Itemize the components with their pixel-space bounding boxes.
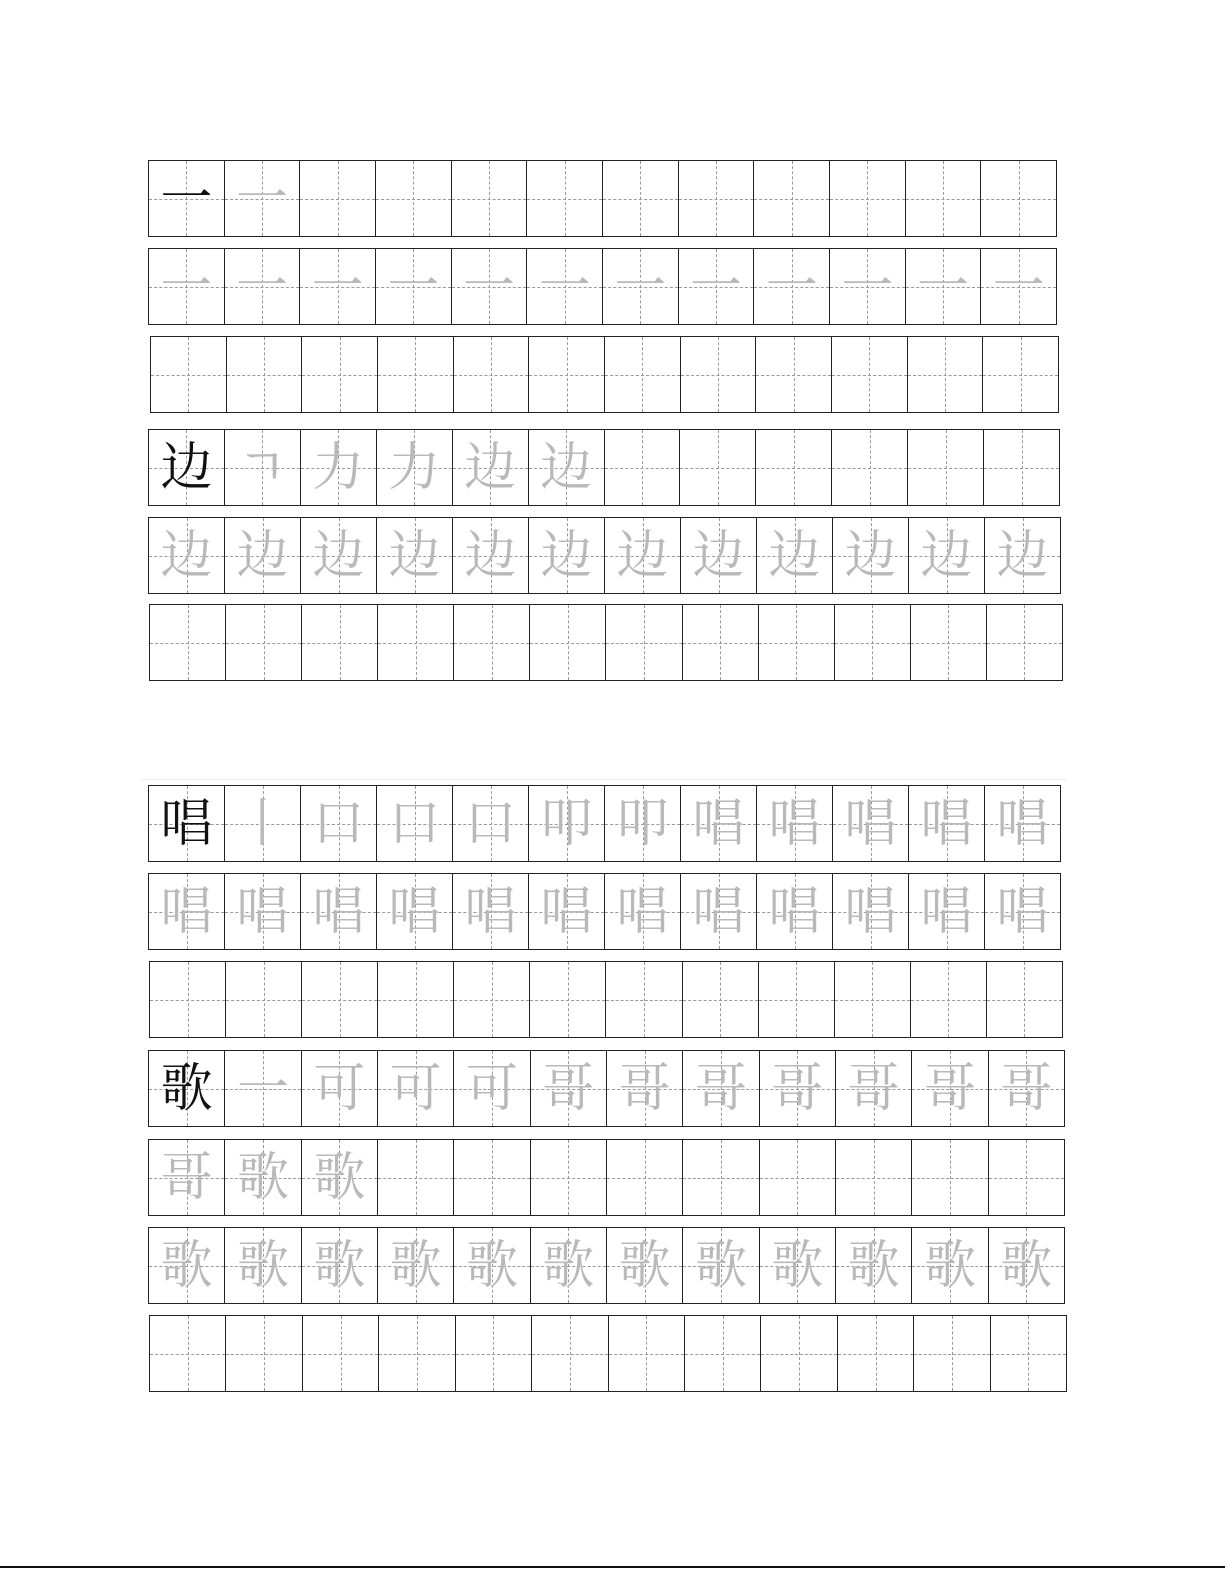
- practice-cell: [909, 874, 985, 949]
- practice-cell: [225, 786, 301, 861]
- practice-cell: [301, 518, 377, 593]
- practice-cell: [149, 874, 225, 949]
- trace-character: 边: [920, 525, 973, 586]
- practice-cell: [981, 249, 1056, 324]
- practice-cell: [454, 1228, 530, 1303]
- trace-character: 一: [841, 256, 894, 317]
- blank-practice-cell: [759, 605, 835, 680]
- trace-character: 唱: [464, 881, 517, 942]
- practice-cell: [757, 786, 833, 861]
- practice-cell: [985, 786, 1060, 861]
- trace-character: 哥: [618, 1058, 671, 1119]
- trace-character: 边: [996, 525, 1049, 586]
- trace-character: 边: [312, 525, 365, 586]
- trace-character: 可: [389, 1058, 442, 1119]
- practice-cell: [989, 1228, 1064, 1303]
- blank-practice-cell: [756, 430, 832, 505]
- practice-cell: [681, 874, 757, 949]
- trace-character: 唱: [920, 793, 973, 854]
- trace-character: 歌: [313, 1147, 366, 1208]
- trace-character: 一: [387, 256, 440, 317]
- blank-practice-cell: [981, 161, 1056, 236]
- blank-practice-cell: [683, 962, 759, 1037]
- blank-practice-cell: [150, 962, 226, 1037]
- trace-character: ㄱ: [237, 437, 288, 498]
- trace-character: 歌: [923, 1235, 976, 1296]
- practice-cell: [225, 249, 301, 324]
- blank-practice-cell: [984, 430, 1059, 505]
- practice-cell: [149, 1051, 225, 1126]
- trace-character: 唱: [616, 881, 669, 942]
- trace-character: 唱: [844, 881, 897, 942]
- trace-character: 边: [464, 437, 517, 498]
- practice-cell: [683, 1051, 759, 1126]
- blank-practice-cell: [454, 1140, 530, 1215]
- blank-practice-cell: [456, 1316, 532, 1391]
- blank-practice-cell: [911, 605, 987, 680]
- practice-row: [148, 1050, 1065, 1127]
- blank-practice-cell: [906, 161, 982, 236]
- trace-character: 唱: [160, 881, 213, 942]
- blank-practice-cell: [452, 161, 528, 236]
- blank-practice-cell: [226, 605, 302, 680]
- blank-practice-cell: [606, 962, 682, 1037]
- blank-practice-cell: [912, 1140, 988, 1215]
- practice-cell: [833, 518, 909, 593]
- practice-row: [148, 1227, 1065, 1304]
- practice-cell: [529, 786, 605, 861]
- trace-character: 一: [690, 256, 743, 317]
- blank-practice-cell: [302, 962, 378, 1037]
- trace-character: 唱: [236, 881, 289, 942]
- practice-row: [150, 336, 1059, 413]
- practice-cell: [836, 1228, 912, 1303]
- trace-character: 歌: [694, 1235, 747, 1296]
- practice-cell: [833, 786, 909, 861]
- practice-cell: [149, 430, 225, 505]
- practice-cell: [454, 1051, 530, 1126]
- blank-practice-cell: [756, 337, 832, 412]
- blank-practice-cell: [832, 430, 908, 505]
- trace-character: 歌: [389, 1235, 442, 1296]
- trace-character: 一: [765, 256, 818, 317]
- practice-cell: [836, 1051, 912, 1126]
- blank-practice-cell: [830, 161, 906, 236]
- trace-character: 歌: [618, 1235, 671, 1296]
- practice-cell: [909, 518, 985, 593]
- practice-row: [149, 604, 1063, 681]
- trace-character: 歌: [160, 1235, 213, 1296]
- practice-cell: [909, 786, 985, 861]
- trace-character: 一: [917, 256, 970, 317]
- blank-practice-cell: [987, 605, 1062, 680]
- practice-cell: [377, 518, 453, 593]
- blank-practice-cell: [303, 1316, 379, 1391]
- blank-practice-cell: [908, 430, 984, 505]
- trace-character: 边: [768, 525, 821, 586]
- blank-practice-cell: [531, 1140, 607, 1215]
- trace-character: 口: [388, 793, 441, 854]
- practice-cell: [225, 1140, 301, 1215]
- practice-cell: [527, 249, 603, 324]
- blank-practice-cell: [605, 430, 681, 505]
- blank-practice-cell: [607, 1140, 683, 1215]
- practice-cell: [149, 1228, 225, 1303]
- trace-character: 哥: [542, 1058, 595, 1119]
- blank-practice-cell: [908, 337, 984, 412]
- blank-practice-cell: [605, 337, 681, 412]
- blank-practice-cell: [681, 337, 757, 412]
- trace-character: 力: [388, 437, 441, 498]
- trace-character: 唱: [540, 881, 593, 942]
- practice-cell: [605, 786, 681, 861]
- practice-cell: [985, 518, 1060, 593]
- practice-cell: [531, 1051, 607, 1126]
- blank-practice-cell: [379, 1316, 455, 1391]
- blank-practice-cell: [454, 962, 530, 1037]
- blank-practice-cell: [680, 430, 756, 505]
- trace-character: 边: [464, 525, 517, 586]
- blank-practice-cell: [227, 337, 303, 412]
- blank-practice-cell: [760, 1140, 836, 1215]
- trace-character: 哥: [1000, 1058, 1053, 1119]
- blank-practice-cell: [527, 161, 603, 236]
- practice-cell: [453, 518, 529, 593]
- trace-character: 一: [236, 256, 289, 317]
- blank-practice-cell: [832, 337, 908, 412]
- practice-cell: [833, 874, 909, 949]
- blank-practice-cell: [378, 1140, 454, 1215]
- model-character: 一: [160, 168, 213, 229]
- practice-row: [148, 248, 1057, 325]
- practice-cell: [529, 430, 605, 505]
- practice-cell: [302, 1228, 378, 1303]
- blank-practice-cell: [987, 962, 1062, 1037]
- trace-character: 可: [465, 1058, 518, 1119]
- trace-character: 一: [236, 168, 289, 229]
- trace-character: 力: [312, 437, 365, 498]
- practice-cell: [225, 874, 301, 949]
- practice-cell: [378, 1228, 454, 1303]
- blank-practice-cell: [983, 337, 1058, 412]
- blank-practice-cell: [226, 962, 302, 1037]
- blank-practice-cell: [838, 1316, 914, 1391]
- practice-cell: [225, 1228, 301, 1303]
- practice-row: [148, 429, 1060, 506]
- trace-character: 歌: [1000, 1235, 1053, 1296]
- blank-practice-cell: [836, 1140, 912, 1215]
- practice-row: [149, 961, 1063, 1038]
- trace-character: 歌: [542, 1235, 595, 1296]
- blank-practice-cell: [378, 962, 454, 1037]
- practice-cell: [681, 518, 757, 593]
- practice-cell: [605, 518, 681, 593]
- trace-character: 丨: [236, 793, 289, 854]
- practice-cell: [225, 430, 301, 505]
- trace-character: 一: [614, 256, 667, 317]
- trace-character: 哥: [160, 1147, 213, 1208]
- trace-character: 哥: [694, 1058, 747, 1119]
- blank-practice-cell: [603, 161, 679, 236]
- trace-character: 唱: [920, 881, 973, 942]
- blank-practice-cell: [606, 605, 682, 680]
- trace-character: 唱: [692, 881, 745, 942]
- trace-character: 可: [313, 1058, 366, 1119]
- blank-practice-cell: [609, 1316, 685, 1391]
- trace-character: 边: [540, 437, 593, 498]
- blank-practice-cell: [532, 1316, 608, 1391]
- trace-character: 唱: [312, 881, 365, 942]
- blank-practice-cell: [911, 962, 987, 1037]
- blank-practice-cell: [761, 1316, 837, 1391]
- trace-character: 一: [236, 1058, 289, 1119]
- trace-character: 唱: [692, 793, 745, 854]
- blank-practice-cell: [683, 605, 759, 680]
- practice-row: [148, 517, 1061, 594]
- practice-cell: [989, 1051, 1064, 1126]
- trace-character: 哥: [771, 1058, 824, 1119]
- practice-cell: [760, 1051, 836, 1126]
- model-character: 边: [160, 437, 213, 498]
- practice-cell: [300, 249, 376, 324]
- trace-character: 唱: [996, 881, 1049, 942]
- blank-practice-cell: [754, 161, 830, 236]
- practice-row: [149, 1315, 1067, 1392]
- practice-cell: [376, 249, 452, 324]
- practice-cell: [302, 1140, 378, 1215]
- trace-character: 口: [464, 793, 517, 854]
- practice-cell: [453, 786, 529, 861]
- trace-character: 歌: [236, 1235, 289, 1296]
- practice-cell: [912, 1228, 988, 1303]
- practice-cell: [830, 249, 906, 324]
- blank-practice-cell: [226, 1316, 302, 1391]
- blank-practice-cell: [530, 605, 606, 680]
- practice-cell: [603, 249, 679, 324]
- practice-cell: [529, 518, 605, 593]
- practice-cell: [906, 249, 982, 324]
- model-character: 歌: [160, 1058, 213, 1119]
- trace-character: 唱: [768, 881, 821, 942]
- practice-cell: [149, 161, 225, 236]
- blank-practice-cell: [529, 337, 605, 412]
- trace-character: 哥: [847, 1058, 900, 1119]
- trace-character: 一: [463, 256, 516, 317]
- blank-practice-cell: [679, 161, 755, 236]
- practice-row: [148, 873, 1061, 950]
- trace-character: 叩: [616, 793, 669, 854]
- practice-cell: [683, 1228, 759, 1303]
- blank-practice-cell: [302, 337, 378, 412]
- blank-practice-cell: [530, 962, 606, 1037]
- trace-character: 边: [236, 525, 289, 586]
- trace-character: 一: [311, 256, 364, 317]
- trace-character: 叩: [540, 793, 593, 854]
- blank-practice-cell: [914, 1316, 990, 1391]
- practice-cell: [149, 1140, 225, 1215]
- blank-practice-cell: [150, 1316, 226, 1391]
- trace-character: 边: [160, 525, 213, 586]
- trace-character: 哥: [923, 1058, 976, 1119]
- practice-cell: [453, 874, 529, 949]
- blank-practice-cell: [376, 161, 452, 236]
- trace-character: 歌: [236, 1147, 289, 1208]
- blank-practice-cell: [685, 1316, 761, 1391]
- model-character: 唱: [160, 793, 213, 854]
- practice-cell: [531, 1228, 607, 1303]
- blank-practice-cell: [989, 1140, 1064, 1215]
- blank-practice-cell: [835, 962, 911, 1037]
- blank-practice-cell: [300, 161, 376, 236]
- trace-character: 歌: [847, 1235, 900, 1296]
- trace-character: 唱: [844, 793, 897, 854]
- trace-character: 唱: [388, 881, 441, 942]
- practice-cell: [377, 430, 453, 505]
- practice-cell: [302, 1051, 378, 1126]
- blank-practice-cell: [991, 1316, 1066, 1391]
- practice-cell: [301, 430, 377, 505]
- trace-character: 口: [312, 793, 365, 854]
- practice-cell: [912, 1051, 988, 1126]
- trace-character: 一: [538, 256, 591, 317]
- section-divider: [142, 779, 1067, 780]
- trace-character: 歌: [313, 1235, 366, 1296]
- practice-cell: [529, 874, 605, 949]
- practice-cell: [681, 786, 757, 861]
- practice-cell: [149, 249, 225, 324]
- practice-cell: [225, 1051, 301, 1126]
- blank-practice-cell: [150, 605, 226, 680]
- trace-character: 歌: [771, 1235, 824, 1296]
- practice-cell: [605, 874, 681, 949]
- blank-practice-cell: [454, 605, 530, 680]
- trace-character: 边: [692, 525, 745, 586]
- practice-row: [148, 785, 1061, 862]
- trace-character: 边: [388, 525, 441, 586]
- practice-cell: [757, 518, 833, 593]
- practice-cell: [679, 249, 755, 324]
- practice-cell: [377, 786, 453, 861]
- practice-cell: [149, 786, 225, 861]
- trace-character: 唱: [996, 793, 1049, 854]
- blank-practice-cell: [302, 605, 378, 680]
- practice-row: [148, 1139, 1065, 1216]
- practice-cell: [225, 518, 301, 593]
- trace-character: 一: [992, 256, 1045, 317]
- practice-cell: [301, 874, 377, 949]
- trace-character: 边: [540, 525, 593, 586]
- practice-cell: [225, 161, 301, 236]
- practice-cell: [378, 1051, 454, 1126]
- practice-cell: [452, 249, 528, 324]
- trace-character: 唱: [768, 793, 821, 854]
- blank-practice-cell: [835, 605, 911, 680]
- trace-character: 歌: [465, 1235, 518, 1296]
- blank-practice-cell: [759, 962, 835, 1037]
- practice-cell: [757, 874, 833, 949]
- blank-practice-cell: [378, 337, 454, 412]
- practice-cell: [985, 874, 1060, 949]
- practice-cell: [760, 1228, 836, 1303]
- blank-practice-cell: [454, 337, 530, 412]
- page-bottom-rule: [0, 1566, 1225, 1568]
- blank-practice-cell: [151, 337, 227, 412]
- practice-cell: [301, 786, 377, 861]
- practice-cell: [754, 249, 830, 324]
- practice-cell: [377, 874, 453, 949]
- blank-practice-cell: [378, 605, 454, 680]
- trace-character: 边: [616, 525, 669, 586]
- practice-cell: [607, 1228, 683, 1303]
- practice-row: [148, 160, 1057, 237]
- practice-cell: [149, 518, 225, 593]
- practice-cell: [453, 430, 529, 505]
- trace-character: 边: [844, 525, 897, 586]
- practice-cell: [607, 1051, 683, 1126]
- trace-character: 一: [160, 256, 213, 317]
- blank-practice-cell: [683, 1140, 759, 1215]
